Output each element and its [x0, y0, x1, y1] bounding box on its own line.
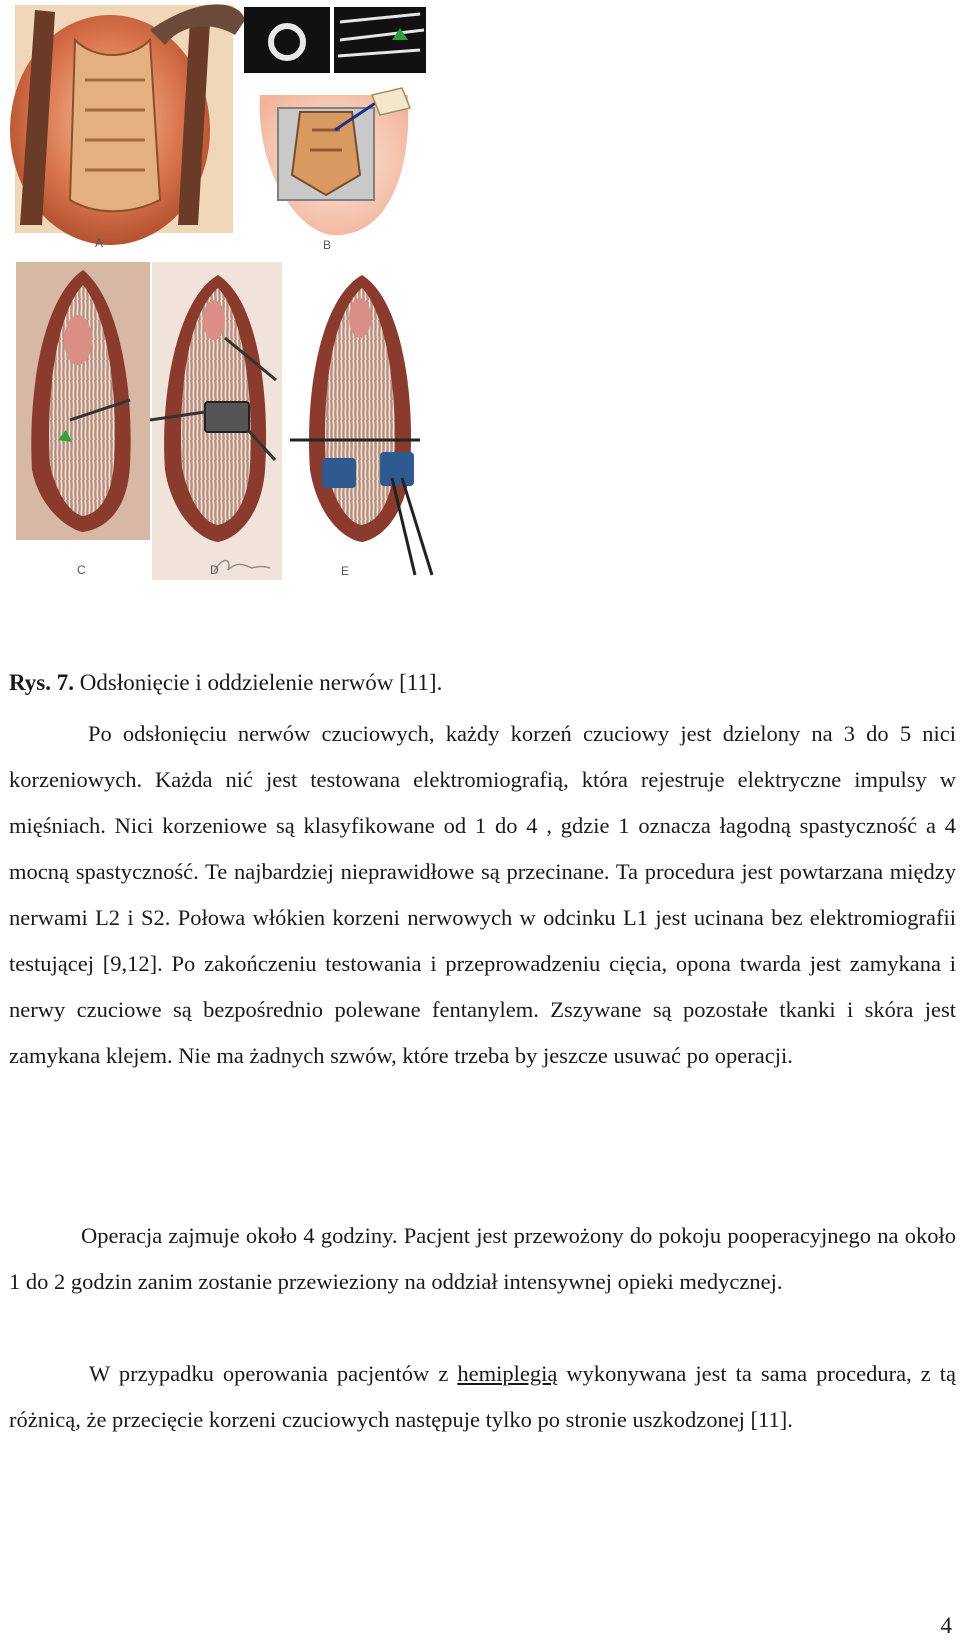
- paragraph-1: Po odsłonięciu nerwów czuciowych, każdy korzeń czuciowy jest dzielony na 3 do 5 nici korzeniowych. Każda nić jest testowana elektromiografią, która rejestruje elektryczne impulsy w mięśniach. Nici korzeniowe są klasyfikowane od 1 do 4 , gdzie 1 oznacza łagodną spastyczność a 4 mocną spastyczność. Te najbardziej nieprawidłowe są przecinane. Ta procedura jest powtarzana między nerwami L2 i S2. Połowa włókien korzeni nerwowych w odcinku L1 jest ucinana bez elektromiografii testującej [9,12]. Po zakończeniu testowania i przeprowadzeniu cięcia, opona twarda jest zamykana i nerwy czuciowe są bezpośrednio polewane fentanylem. Zszywane są pozostałe tkanki i skóra jest zamykana klejem. Nie ma żadnych szwów, które trzeba by jeszcze usuwać po operacji.: [9, 721, 956, 1068]
- paragraph-3-text-after: wykonywana jest ta sama procedura, z tą różnicą, że przecięcie korzeni czuciowych następuje tylko po stronie uszkodzonej [11].: [9, 1361, 956, 1432]
- page-number: 4: [940, 1613, 952, 1638]
- ultrasound-insets: [244, 7, 426, 73]
- surgical-illustration-figure: [0, 0, 470, 610]
- hemiplegia-link[interactable]: hemiplegią: [457, 1361, 558, 1386]
- panel-label-b: B: [323, 238, 332, 252]
- panel-label-e: E: [341, 564, 350, 578]
- paragraph-3-text-before: W przypadku operowania pacjentów z: [89, 1361, 458, 1386]
- panel-b-image: [260, 88, 410, 235]
- figure-caption: [9, 668, 442, 698]
- panel-label-d: D: [210, 563, 219, 577]
- panel-d-image: [150, 262, 282, 580]
- panel-e-image: [290, 275, 432, 575]
- figure-caption-text: Odsłonięcie i oddzielenie nerwów [11].: [74, 670, 443, 695]
- paragraph-2: Operacja zajmuje około 4 godziny. Pacjent jest przewożony do pokoju pooperacyjnego na około 1 do 2 godzin zanim zostanie przewieziony na oddział intensywnej opieki medycznej.: [9, 1223, 956, 1294]
- panel-label-c: C: [77, 563, 86, 577]
- figure-label: Rys. 7.: [9, 670, 75, 695]
- panel-label-a: A: [95, 236, 104, 250]
- panel-a-image: [10, 4, 245, 245]
- paragraph-3: [9, 1351, 956, 1443]
- panel-c-image: [16, 262, 150, 540]
